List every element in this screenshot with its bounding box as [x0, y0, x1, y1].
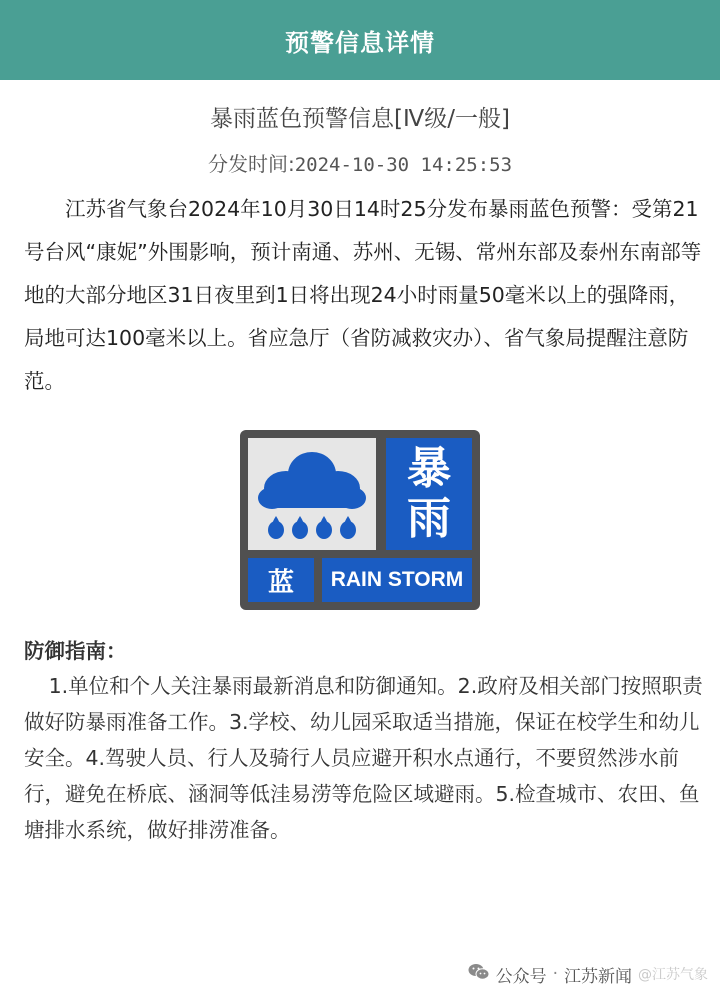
watermark: @江苏气象 [638, 967, 708, 983]
page-title: 预警信息详情 [285, 28, 435, 57]
signal-color-word: 蓝 [267, 567, 294, 598]
guide-heading: 防御指南： [24, 639, 127, 663]
rainstorm-warning-signal [240, 430, 480, 610]
footer-account-name[interactable]: 江苏新闻 [564, 966, 632, 987]
signal-english-panel [322, 558, 472, 602]
signal-color-panel [248, 558, 314, 602]
issue-time-label: 分发时间: [207, 152, 295, 176]
signal-english-label: RAIN STORM [330, 568, 464, 591]
wechat-icon [468, 963, 490, 986]
signal-char-2: 雨 [407, 493, 451, 544]
footer-source [468, 960, 708, 988]
issue-time-value: 2024-10-30 14:25:53 [294, 154, 513, 176]
warning-body: 江苏省气象台2024年10月30日14时25分发布暴雨蓝色预警：受第21号台风“康妮”外围影响，预计南通、苏州、无锡、常州东部及泰州东南部等地的大部分地区31日夜里到1日将出现24小时雨量50毫米以上的强降雨，局地可达100毫米以上。省应急厅（省防减救灾办）、省气象局提醒注意防范。 [24, 197, 702, 393]
page-header [0, 0, 720, 80]
issue-time [0, 148, 720, 177]
footer-account-label: 公众号 [495, 966, 547, 987]
raincloud-icon [248, 438, 376, 550]
signal-text-panel [386, 438, 472, 550]
footer-separator: · [552, 964, 558, 984]
guide-text: 1.单位和个人关注暴雨最新消息和防御通知。2.政府及相关部门按照职责做好防暴雨准备工作。3.学校、幼儿园采取适当措施，保证在校学生和幼儿安全。4.驾驶人员、行人及骑行人员应避开积水点通行，不要贸然涉水前行，避免在桥底、涵洞等低洼易涝等危险区域避雨。5.检查城市、农田、鱼塘排水系统，做好排涝准备。 [24, 674, 703, 842]
signal-char-1: 暴 [407, 443, 451, 494]
warning-title: 暴雨蓝色预警信息[Ⅳ级/一般] [210, 106, 510, 132]
